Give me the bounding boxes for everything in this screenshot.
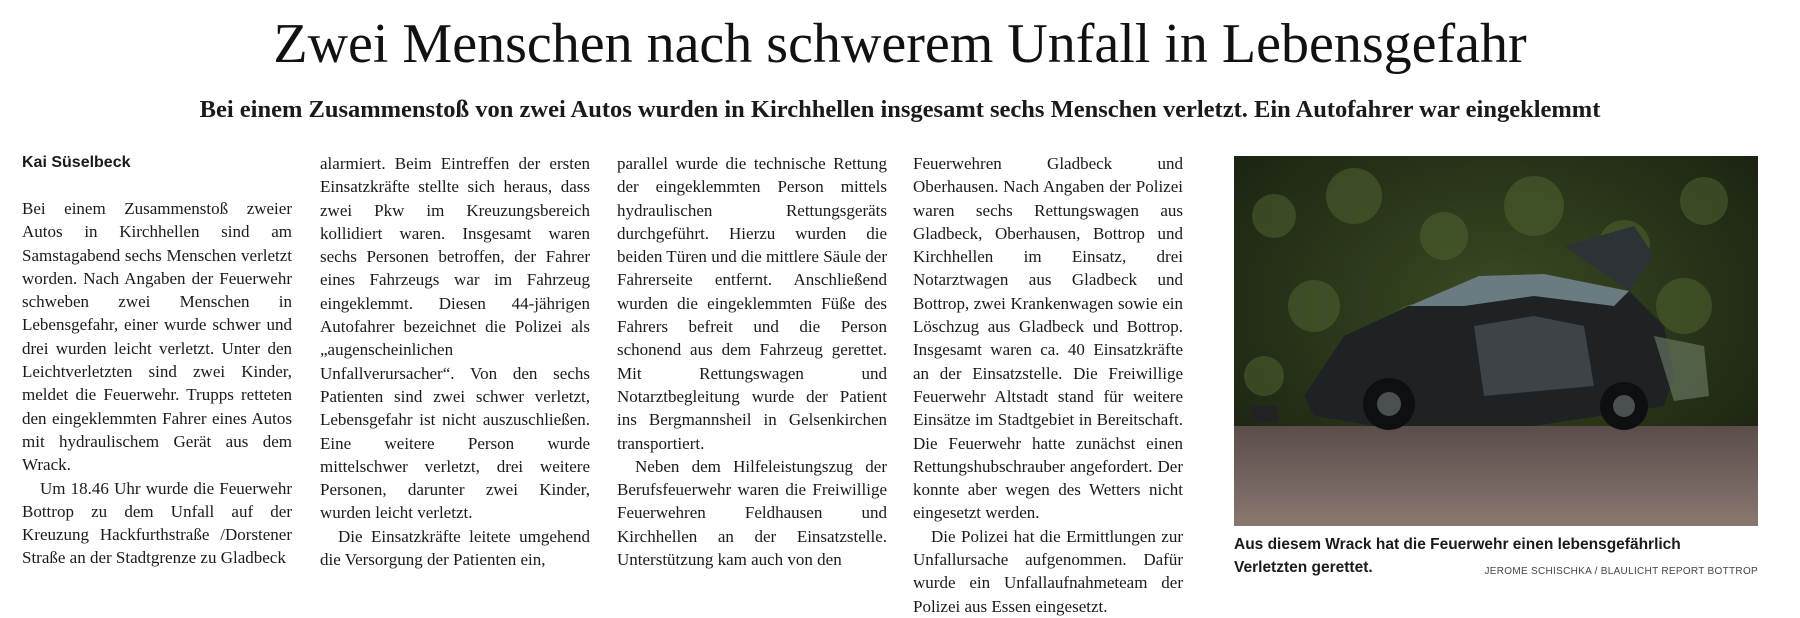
photo-caption: Aus diesem Wrack hat die Feuerwehr einen lebensgefährlich Verletzten gerettet.	[1234, 536, 1681, 576]
headline: Zwei Menschen nach schwerem Unfall in Lebensgefahr	[273, 13, 1527, 75]
article-paragraph: Neben dem Hilfeleistungszug der Berufsfeuerwehr waren die Freiwillige Feuerwehren Feldhausen und Kirchhellen an der Einsatzstelle. Unterstützung kam auch von den	[617, 456, 887, 570]
article-paragraph: parallel wurde die technische Rettung der eingeklemmten Person mittels hydraulischen Rettungsgeräts durchgeführt. Hierzu wurden die beiden Türen und die mittlere Säule der Fahrerseite entfernt. Anschließend wurden die eingeklemmten Füße des Fahrers befreit und die Person schonend aus dem Fahrzeug gerettet. Mit Rettungswagen und Notarztbegleitung wurde der Patient ins Bergmannsheil in Gelsenkirchen transportiert.	[617, 154, 887, 453]
author-byline: Kai Süselbeck	[22, 154, 131, 171]
subheadline: Bei einem Zusammenstoß von zwei Autos wurden in Kirchhellen insgesamt sechs Menschen verletzt. Ein Autofahrer war eingeklemmt	[199, 96, 1601, 123]
article-paragraph: Um 18.46 Uhr wurde die Feuerwehr Bottrop zu dem Unfall auf der Kreuzung Hackfurthstraße /Dorstener Straße an der Stadtgrenze zu Gladbeck	[22, 478, 292, 568]
article-column-1	[22, 152, 292, 570]
article-paragraph: Die Einsatzkräfte leitete umgehend die Versorgung der Patienten ein,	[320, 526, 590, 570]
article-paragraph: alarmiert. Beim Eintreffen der ersten Einsatzkräfte stellte sich heraus, dass zwei Pkw im Kreuzungsbereich kollidiert waren. Insgesamt waren sechs Personen betroffen, der Fahrer eines Fahrzeugs war im Fahrzeug eingeklemmt. Diesen 44-jährigen Autofahrer bezeichnet die Polizei als „augenscheinlichen Unfallverursacher“. Von den sechs Patienten sind zwei schwer verletzt, Lebensgefahr ist nicht auszuschließen. Eine weitere Person wurde mittelschwer verletzt, drei weitere Personen, darunter zwei Kinder, wurden leicht verletzt.	[320, 154, 590, 523]
article-column-4	[913, 152, 1183, 618]
photo-credit: JEROME SCHISCHKA / BLAULICHT REPORT BOTTROP	[1484, 566, 1758, 577]
wrecked-car-photo	[1234, 156, 1758, 526]
article-paragraph: Die Polizei hat die Ermittlungen zur Unfallursache aufgenommen. Dafür wurde ein Unfallaufnahmeteam der Polizei aus Essen eingesetzt.	[913, 526, 1183, 616]
article-column-3	[617, 152, 887, 571]
article-paragraph: Feuerwehren Gladbeck und Oberhausen. Nach Angaben der Polizei waren sechs Rettungswagen aus Gladbeck, Oberhausen, Bottrop und Kirchhellen im Einsatz, drei Notarztwagen aus Gladbeck und Bottrop, zwei Krankenwagen sowie ein Löschzug aus Gladbeck und Bottrop. Insgesamt waren ca. 40 Einsatzkräfte an der Einsatzstelle. Die Freiwillige Feuerwehr Altstadt stand für weitere Einsätze im Stadtgebiet in Bereitschaft. Die Feuerwehr hatte zunächst einen Rettungshubschrauber angefordert. Der konnte aber wegen des Wetters nicht eingesetzt werden.	[913, 154, 1183, 523]
article-column-2	[320, 152, 590, 571]
article-paragraph: Bei einem Zusammenstoß zweier Autos in Kirchhellen sind am Samstagabend sechs Menschen verletzt worden. Nach Angaben der Feuerwehr schweben zwei Menschen in Lebensgefahr, einer wurde schwer und drei wurden leicht verletzt. Unter den Leichtverletzten sind zwei Kinder, meldet die Feuerwehr. Trupps retteten den eingeklemmten Fahrer eines Autos mit hydraulischem Gerät aus dem Wrack.	[22, 199, 292, 475]
